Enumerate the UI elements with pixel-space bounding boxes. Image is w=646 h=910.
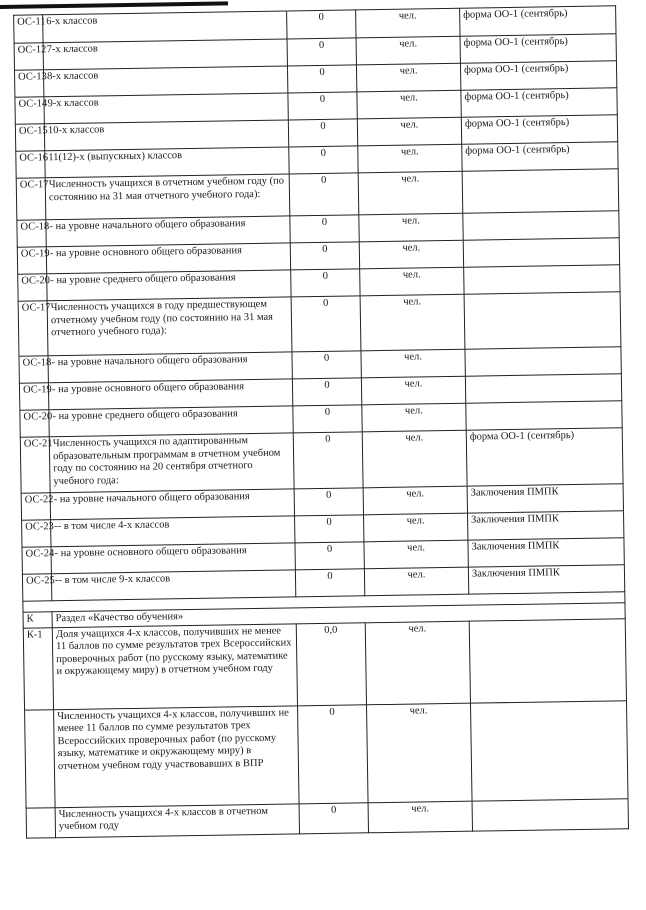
row-source (463, 238, 619, 267)
row-value: 0 (288, 119, 357, 147)
row-source (465, 374, 621, 403)
row-source (472, 798, 628, 830)
row-unit: чел. (359, 240, 463, 269)
row-description: 10-х классов (44, 120, 288, 151)
row-description: -- в том числе 9-х классов (51, 570, 295, 601)
row-code: ОС-25 (22, 574, 51, 601)
row-value: 0 (291, 296, 361, 352)
row-unit: чел. (356, 63, 460, 92)
row-value: 0 (287, 38, 356, 66)
row-value: 0 (293, 405, 362, 433)
row-unit: чел. (357, 90, 461, 119)
table-row (25, 700, 628, 807)
row-source: форма ОО-1 (сентябрь) (461, 88, 617, 117)
row-description: - на уровне среднего общего образования (47, 270, 291, 301)
row-unit: чел. (356, 36, 460, 65)
table-row (23, 618, 626, 709)
indicators-table (13, 5, 629, 838)
row-description: Доля учащихся 4-х классов, получивших не менее 11 баллов по сумме результатов трех Всероссийских проверочных работ (по русскому языку, математике и окружающему миру) в отчетном учебном году (52, 623, 297, 709)
row-source (470, 700, 628, 800)
row-value: 0 (287, 65, 356, 93)
row-source (465, 347, 621, 376)
row-value: 0 (289, 146, 358, 174)
row-description: - на уровне начального общего образования (46, 216, 290, 247)
row-code: ОС-16 (16, 151, 45, 178)
row-description: 8-х классов (43, 66, 287, 97)
row-code: ОС-18 (17, 220, 46, 247)
row-value: 0 (288, 92, 357, 120)
row-code: ОС-22 (21, 493, 50, 520)
row-description: Численность учащихся в году предшествующем отчетному учебном году (по состоянию на 31 мая отчетного учебного года): (47, 297, 292, 356)
row-description: 9-х классов (44, 93, 288, 124)
table-row (18, 292, 621, 356)
row-code: ОС-20 (18, 274, 47, 301)
row-description: - на уровне основного общего образования (48, 379, 292, 410)
row-source: форма ОО-1 (сентябрь) (462, 142, 618, 171)
row-value: 0 (292, 378, 361, 406)
row-unit: чел. (364, 540, 468, 569)
row-value: 0 (290, 215, 359, 243)
row-value: 0 (291, 269, 360, 297)
row-source: форма ОО-1 (сентябрь) (461, 115, 617, 144)
row-code: ОС-11 (14, 15, 43, 43)
row-unit: чел. (364, 513, 468, 542)
row-value: 0 (292, 351, 361, 379)
row-code (25, 709, 56, 807)
row-value: 0 (289, 173, 359, 216)
row-source: форма ОО-1 (сентябрь) (460, 34, 616, 63)
row-code: ОС-15 (15, 124, 44, 151)
row-value: 0 (290, 242, 359, 270)
row-code: ОС-14 (15, 97, 44, 124)
row-description: - на уровне начального общего образования (48, 352, 292, 383)
row-source: Заключения ПМПК (468, 538, 624, 567)
row-value: 0 (295, 569, 364, 597)
row-unit: чел. (358, 171, 463, 215)
row-unit: чел. (359, 213, 463, 242)
row-description: - на уровне основного общего образования (51, 543, 295, 574)
row-unit: чел. (362, 403, 466, 432)
row-code: ОС-12 (14, 43, 43, 70)
row-code: ОС-18 (19, 356, 48, 383)
section-title: Раздел «Качество обучения» (52, 603, 625, 627)
row-unit: чел. (364, 567, 468, 596)
row-source (464, 292, 621, 349)
row-value: 0 (294, 488, 363, 516)
table-row (20, 428, 623, 493)
row-source (469, 618, 626, 702)
row-value: 0 (295, 542, 364, 570)
row-unit: чел. (367, 703, 473, 803)
row-description: 11(12)-х (выпускных) классов (45, 147, 289, 178)
row-value: 0 (295, 515, 364, 543)
row-code: ОС-24 (22, 547, 51, 574)
row-value: 0 (287, 10, 356, 39)
row-source: форма ОО-1 (сентябрь) (460, 61, 616, 90)
row-unit: чел. (360, 294, 465, 351)
row-value: 0 (293, 432, 363, 489)
row-code: ОС-21 (20, 437, 50, 493)
row-code: ОС-13 (14, 70, 43, 97)
row-description: Численность учащихся 4-х классов, получивших не менее 11 баллов по сумме результатов трех Всероссийских проверочных работ (по русскому языку, математике и окружающему миру) в отчетном учебном году участвовавших в ВПР (54, 705, 300, 807)
row-unit: чел. (361, 376, 465, 405)
row-description: Численность учащихся в отчетном учебном году (по состоянию на 31 мая отчетного учебного года): (45, 174, 290, 220)
row-description: - на уровне начального общего образования (50, 489, 294, 520)
row-unit: чел. (361, 349, 465, 378)
row-code: ОС-17 (16, 178, 46, 220)
row-unit: чел. (358, 144, 462, 173)
row-code (26, 807, 55, 837)
top-rule (0, 1, 228, 9)
row-description: - на уровне основного общего образования (46, 243, 290, 274)
row-unit: чел. (360, 267, 464, 296)
indicators-body (14, 6, 629, 838)
row-source (463, 211, 619, 240)
row-source: Заключения ПМПК (468, 565, 624, 594)
row-value: 0,0 (296, 622, 366, 705)
row-source: Заключения ПМПК (467, 484, 623, 513)
row-code: ОС-23 (22, 520, 51, 547)
row-source: форма ОО-1 (сентябрь) (466, 428, 623, 486)
row-description: Численность учащихся 4-х классов в отчетном учебном году (55, 803, 299, 837)
row-description: Численность учащихся по адаптированным образовательным программам в отчетном учебном году по состоянию на 20 сентября отчетного учебного года: (49, 433, 294, 493)
row-code: ОС-17 (18, 301, 48, 356)
row-code: ОС-19 (17, 247, 46, 274)
row-unit: чел. (357, 117, 461, 146)
row-code: ОС-19 (19, 383, 48, 410)
row-unit: чел. (362, 430, 467, 488)
row-unit: чел. (365, 621, 470, 705)
row-unit: чел. (363, 486, 467, 515)
row-code: К-1 (23, 627, 53, 709)
section-code: К (23, 612, 52, 628)
row-description: 7-х классов (43, 39, 287, 70)
row-description: 6-х классов (43, 11, 287, 43)
row-value: 0 (298, 704, 369, 803)
row-description: - на уровне среднего общего образования (49, 406, 293, 437)
row-unit: чел. (356, 8, 460, 38)
row-source: Заключения ПМПК (468, 511, 624, 540)
row-unit: чел. (368, 801, 472, 833)
row-source: форма ОО-1 (сентябрь) (460, 6, 616, 36)
row-code: ОС-20 (20, 410, 49, 437)
row-source (464, 265, 620, 294)
row-description: -- в том числе 4-х классов (51, 516, 295, 547)
row-value: 0 (299, 802, 368, 833)
row-source (462, 169, 619, 213)
row-source (466, 401, 622, 430)
